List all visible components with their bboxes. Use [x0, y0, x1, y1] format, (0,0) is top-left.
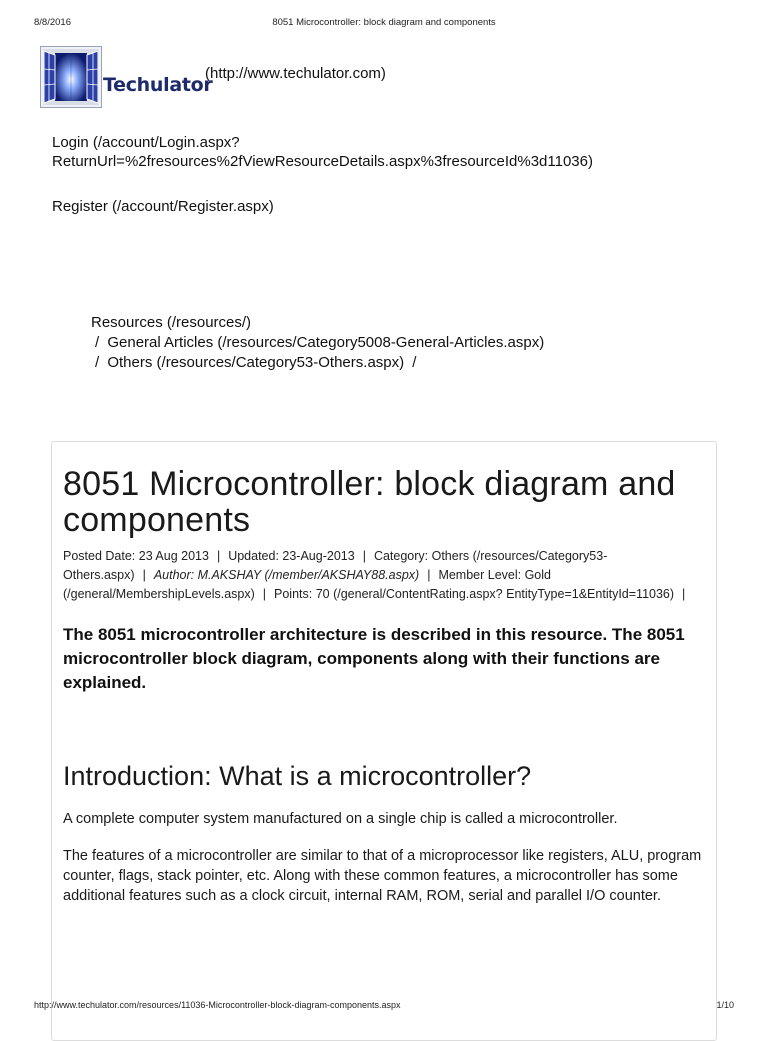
register-link[interactable]: Register (/account/Register.aspx): [52, 198, 274, 215]
article-title: 8051 Microcontroller: block diagram and components: [63, 465, 676, 539]
page-number: 1/10: [716, 1000, 734, 1010]
meta-separator: |: [262, 587, 267, 601]
article-card: [51, 441, 717, 1041]
member-level-link[interactable]: Member Level: Gold (/general/MembershipLevels.aspx): [63, 568, 551, 601]
window-logo-graphic: [41, 47, 101, 107]
points-link[interactable]: Points: 70 (/general/ContentRating.aspx? EntityType=1&EntityId=11036): [274, 587, 675, 601]
breadcrumb-resources[interactable]: [91, 313, 544, 333]
breadcrumb-others[interactable]: [91, 353, 544, 373]
breadcrumb-separator: /: [95, 334, 100, 351]
breadcrumb-separator: /: [412, 354, 417, 371]
section-heading: Introduction: What is a microcontroller?: [63, 761, 532, 791]
breadcrumb-label[interactable]: General Articles (/resources/Category5008-General-Articles.aspx): [107, 334, 545, 351]
login-link[interactable]: Login (/account/Login.aspx? ReturnUrl=%2fresources%2fViewResourceDetails.aspx%3fresourceId%3d11036): [52, 134, 593, 170]
breadcrumb-separator: /: [95, 354, 100, 371]
category-link[interactable]: Category: Others (/resources/Category53-Others.aspx): [63, 549, 608, 582]
breadcrumb-label[interactable]: Resources (/resources/): [91, 314, 252, 331]
window-logo-icon[interactable]: [40, 46, 102, 108]
article-body: [63, 466, 705, 906]
site-url-link[interactable]: (http://www.techulator.com): [205, 65, 386, 82]
print-header: [34, 17, 734, 31]
author-link[interactable]: Author: M.AKSHAY (/member/AKSHAY88.aspx): [153, 568, 420, 582]
print-date: 8/8/2016: [34, 17, 71, 28]
article-lead: The 8051 microcontroller architecture is described in this resource. The 8051 microcontroller block diagram, components along with their functions are explained.: [63, 625, 685, 692]
paragraph: A complete computer system manufactured on a single chip is called a microcontroller.: [63, 811, 618, 827]
site-logo-text[interactable]: Techulator: [103, 74, 213, 96]
breadcrumb: [91, 313, 544, 373]
print-footer: [34, 1000, 734, 1012]
meta-separator: |: [362, 549, 366, 563]
breadcrumb-general-articles[interactable]: [91, 333, 544, 353]
updated-date: Updated: 23-Aug-2013: [228, 549, 355, 563]
meta-separator: |: [427, 568, 431, 582]
article-meta: [63, 547, 705, 604]
breadcrumb-label[interactable]: Others (/resources/Category53-Others.aspx): [107, 354, 405, 371]
print-doc-title: 8051 Microcontroller: block diagram and components: [272, 17, 496, 28]
meta-separator: |: [142, 568, 146, 582]
paragraph: The features of a microcontroller are similar to that of a microprocessor like registers, ALU, program counter, flags, stack pointer, etc. Along with these common features, a microcontroller has some additional features such as a clock circuit, internal RAM, ROM, serial and parallel I/O counter.: [63, 848, 702, 904]
print-url: http://www.techulator.com/resources/11036-Microcontroller-block-diagram-components.aspx: [34, 1000, 401, 1010]
posted-date: Posted Date: 23 Aug 2013: [63, 549, 209, 563]
meta-separator: |: [682, 587, 686, 601]
meta-separator: |: [216, 549, 221, 563]
